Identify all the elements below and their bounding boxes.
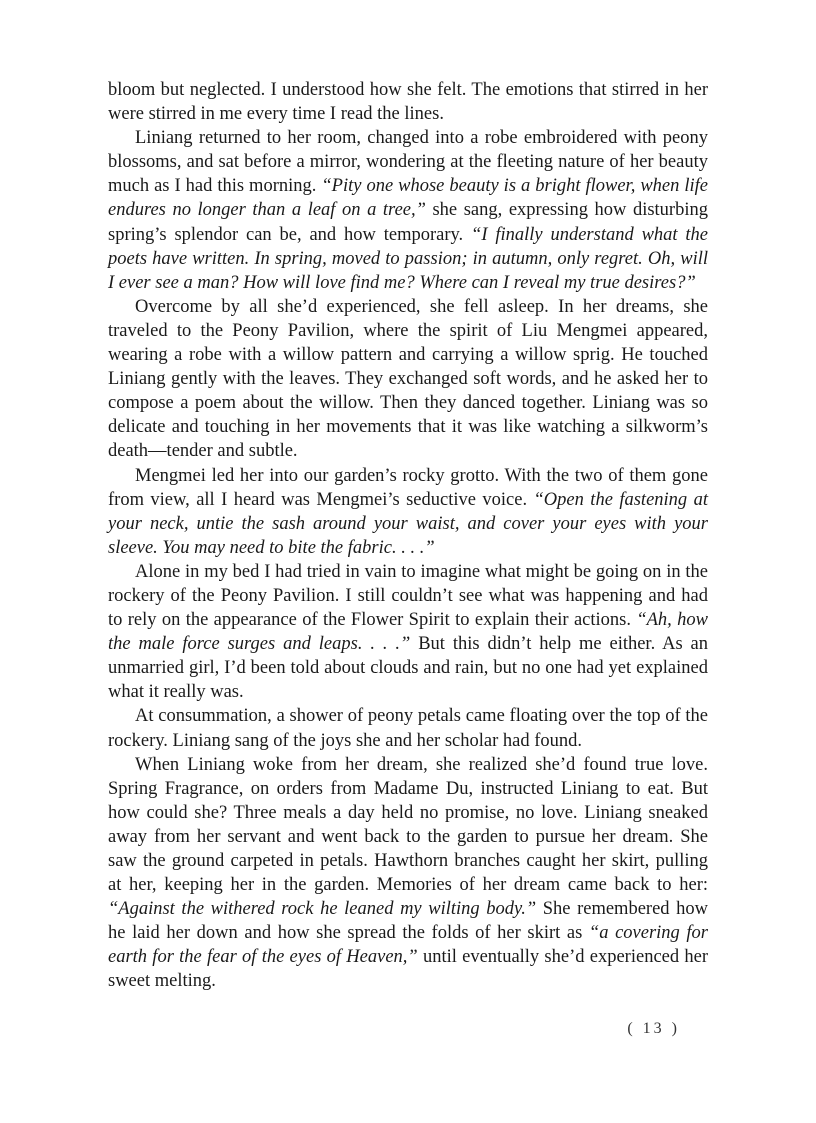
paragraph-4 bbox=[108, 464, 708, 560]
text-segment: she sang, expressing how disturbing spring’s splendor can be, and how temporary. bbox=[108, 200, 708, 245]
text-segment: Overcome by all she’d experienced, she fell asleep. In her dreams, she traveled to the Peony Pavilion, where the spirit of Liu Mengmei appeared, wearing a robe with a willow pattern and carrying a willow sprig. He touched Liniang gently with the leaves. They exchanged soft words, and he asked her to compose a poem about the willow. Then they danced together. Liniang was so delicate and touching in her movements that it was like watching a silkworm’s death—tender and subtle. bbox=[108, 296, 708, 462]
italic-quote: “a covering for earth for the fear of the eyes of Heaven,” bbox=[108, 923, 708, 968]
text-segment: Liniang returned to her room, changed into a robe embroidered with peony blossoms, and sat before a mirror, wondering at the fleeting nature of her beauty much as I had this morning. bbox=[108, 128, 708, 197]
paragraph-6 bbox=[108, 704, 708, 752]
text-segment: Mengmei led her into our garden’s rocky grotto. With the two of them gone from view, all I heard was Mengmei’s seductive voice. bbox=[108, 465, 708, 510]
italic-quote: “Pity one whose beauty is a bright flower, when life endures no longer than a leaf on a tree,” bbox=[108, 176, 708, 221]
text-segment: At consummation, a shower of peony petals came floating over the top of the rockery. Liniang sang of the joys she and her scholar had found. bbox=[108, 706, 708, 751]
page-body bbox=[108, 78, 708, 994]
text-segment: When Liniang woke from her dream, she realized she’d found true love. Spring Fragrance, on orders from Madame Du, instructed Liniang to eat. But how could she? Three meals a day held no promise, no love. Liniang sneaked away from her servant and went back to the garden to pursue her dream. She saw the ground carpeted in petals. Hawthorn branches caught her skirt, pulling at her, keeping her in the garden. Memories of her dream came back to her: bbox=[108, 754, 708, 896]
italic-quote: “Against the withered rock he leaned my wilting body.” bbox=[108, 899, 537, 920]
paragraph-2 bbox=[108, 126, 708, 295]
text-segment: But this didn’t help me either. As an unmarried girl, I’d been told about clouds and rain, but no one had yet explained what it really was. bbox=[108, 634, 708, 703]
paragraph-5 bbox=[108, 560, 708, 705]
text-segment: Alone in my bed I had tried in vain to imagine what might be going on in the rockery of the Peony Pavilion. I still couldn’t see what was happening and had to rely on the appearance of the Flower Spirit to explain their actions. bbox=[108, 561, 708, 631]
text-segment: until eventually she’d experienced her sweet melting. bbox=[108, 947, 708, 992]
page-number: ( 13 ) bbox=[627, 1020, 680, 1037]
paragraph-1 bbox=[108, 78, 708, 126]
italic-quote: “Open the fastening at your neck, untie the sash around your waist, and cover your eyes with your sleeve. You may need to bite the fabric. . . .” bbox=[108, 489, 708, 558]
paragraph-3 bbox=[108, 295, 708, 464]
italic-quote: “Ah, how the male force surges and leaps. . . .” bbox=[108, 610, 708, 655]
italic-quote: “I finally understand what the poets have written. In spring, moved to passion; in autumn, only regret. Oh, will I ever see a man? How will love find me? Where can I reveal my true desires?” bbox=[108, 224, 709, 293]
text-segment: bloom but neglected. I understood how she felt. The emotions that stirred in her were stirred in me every time I read the lines. bbox=[108, 80, 708, 125]
text-segment: She remembered how he laid her down and how she spread the folds of her skirt as bbox=[108, 899, 709, 944]
paragraph-7 bbox=[108, 753, 708, 994]
